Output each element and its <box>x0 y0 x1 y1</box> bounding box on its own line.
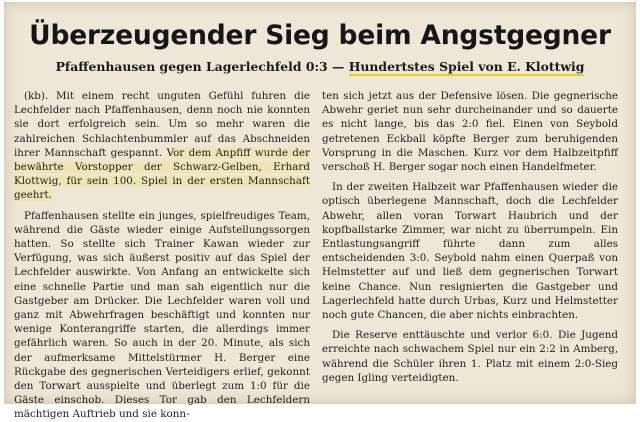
newspaper-clipping <box>4 2 636 421</box>
paragraph-intro <box>14 89 310 203</box>
headline: Überzeugender Sieg beim Angstgegner <box>29 20 611 51</box>
highlighted-honor-text: Vor dem Anpfiff wurde der bewährte Vorstopper der Schwarz-Gelben, Erhard Klottwig, für sein 100. Spiel in der ersten Mannschaft geehrt. <box>14 146 310 202</box>
article-column-1 <box>14 89 310 422</box>
paragraph-reserve: Die Reserve enttäuschte und verlor 6:0. Die Jugend erreichte nach schwachem Spiel nur ein 2:2 in Amberg, während die Schüler ihren 1. Platz mit einem 2:0-Sieg gegen Igling verteidigten. <box>322 329 618 384</box>
intro-text: (kb). Mit einem recht unguten Gefühl fuhren die Lechfelder nach Pfaffenhausen, denn noch nie konnten sie dort erfolgreich sein. Um so mehr waren die zahlreichen Schlachtenbummler auf das Abschneiden ihrer Mannschaft gespannt. <box>14 90 310 159</box>
subheadline-match: Pfaffenhausen gegen Lagerlechfeld 0:3 — <box>55 59 345 74</box>
subheadline-highlight: Hundertstes Spiel von E. Klottwig <box>348 59 585 74</box>
paragraph-continued: ten sich jetzt aus der Defensive lösen. Die gegnerische Abwehr geriet nun sehr durcheinander und so dauerte es nicht lange, bis das 2:0 fiel. Einen von Seybold getretenen Eckball köpfte Berger zum beruhigenden Vorsprung in die Maschen. Kurz vor dem Halbzeitpfiff verschoß H. Berger sogar noch einen Handelfmeter. <box>322 90 618 174</box>
article-column-2 <box>322 89 618 385</box>
subheadline <box>4 59 636 74</box>
paragraph-second-half: In der zweiten Halbzeit war Pfaffenhausen wieder die optisch überlegene Mannschaft, doch die Lechfelder Abwehr, allen voran Torwart Haubrich und der kopfballstarke Zimmer, war nicht zu überrumpeln. Ein Entlastungsangriff führte dann zum alles entscheidenden 3:0. Seybold nahm einen Querpaß von Helmstetter auf und ließ dem gegnerischen Torwart keine Chance. Nun resignierten die Gastgeber und Lagerlechfeld hatte durch Urbas, Kurz und Helmstetter noch gute Chancen, die aber nichts einbrachten. <box>322 181 618 322</box>
paragraph-team: Pfaffenhausen stellte ein junges, spielfreudiges Team, während die Gäste wieder einige Aufstellungssorgen hatten. So stellte sich Trainer Kawan wieder zur Verfügung, was sich äußerst positiv auf das Spiel der Lechfelder auswirkte. Von Anfang an entwickelte sich eine schnelle Partie und man sah eigentlich nur die Gastgeber am Drücker. Die Lechfelder waren voll und ganz mit Abwehrfragen beschäftigt und konnten nur wenige Konterangriffe starten, die allerdings immer gefährlich waren. So auch in der 20. Minute, als sich der aufmerksame Mittelstürmer H. Berger eine Rückgabe des gegnerischen Verteidigers erlief, gekonnt den Torwart ausspielte und überlegt zum 1:0 für die Gäste einschob. Dieses Tor gab den Lechfeldern mächtigen Auftrieb und sie konn- <box>14 209 310 421</box>
